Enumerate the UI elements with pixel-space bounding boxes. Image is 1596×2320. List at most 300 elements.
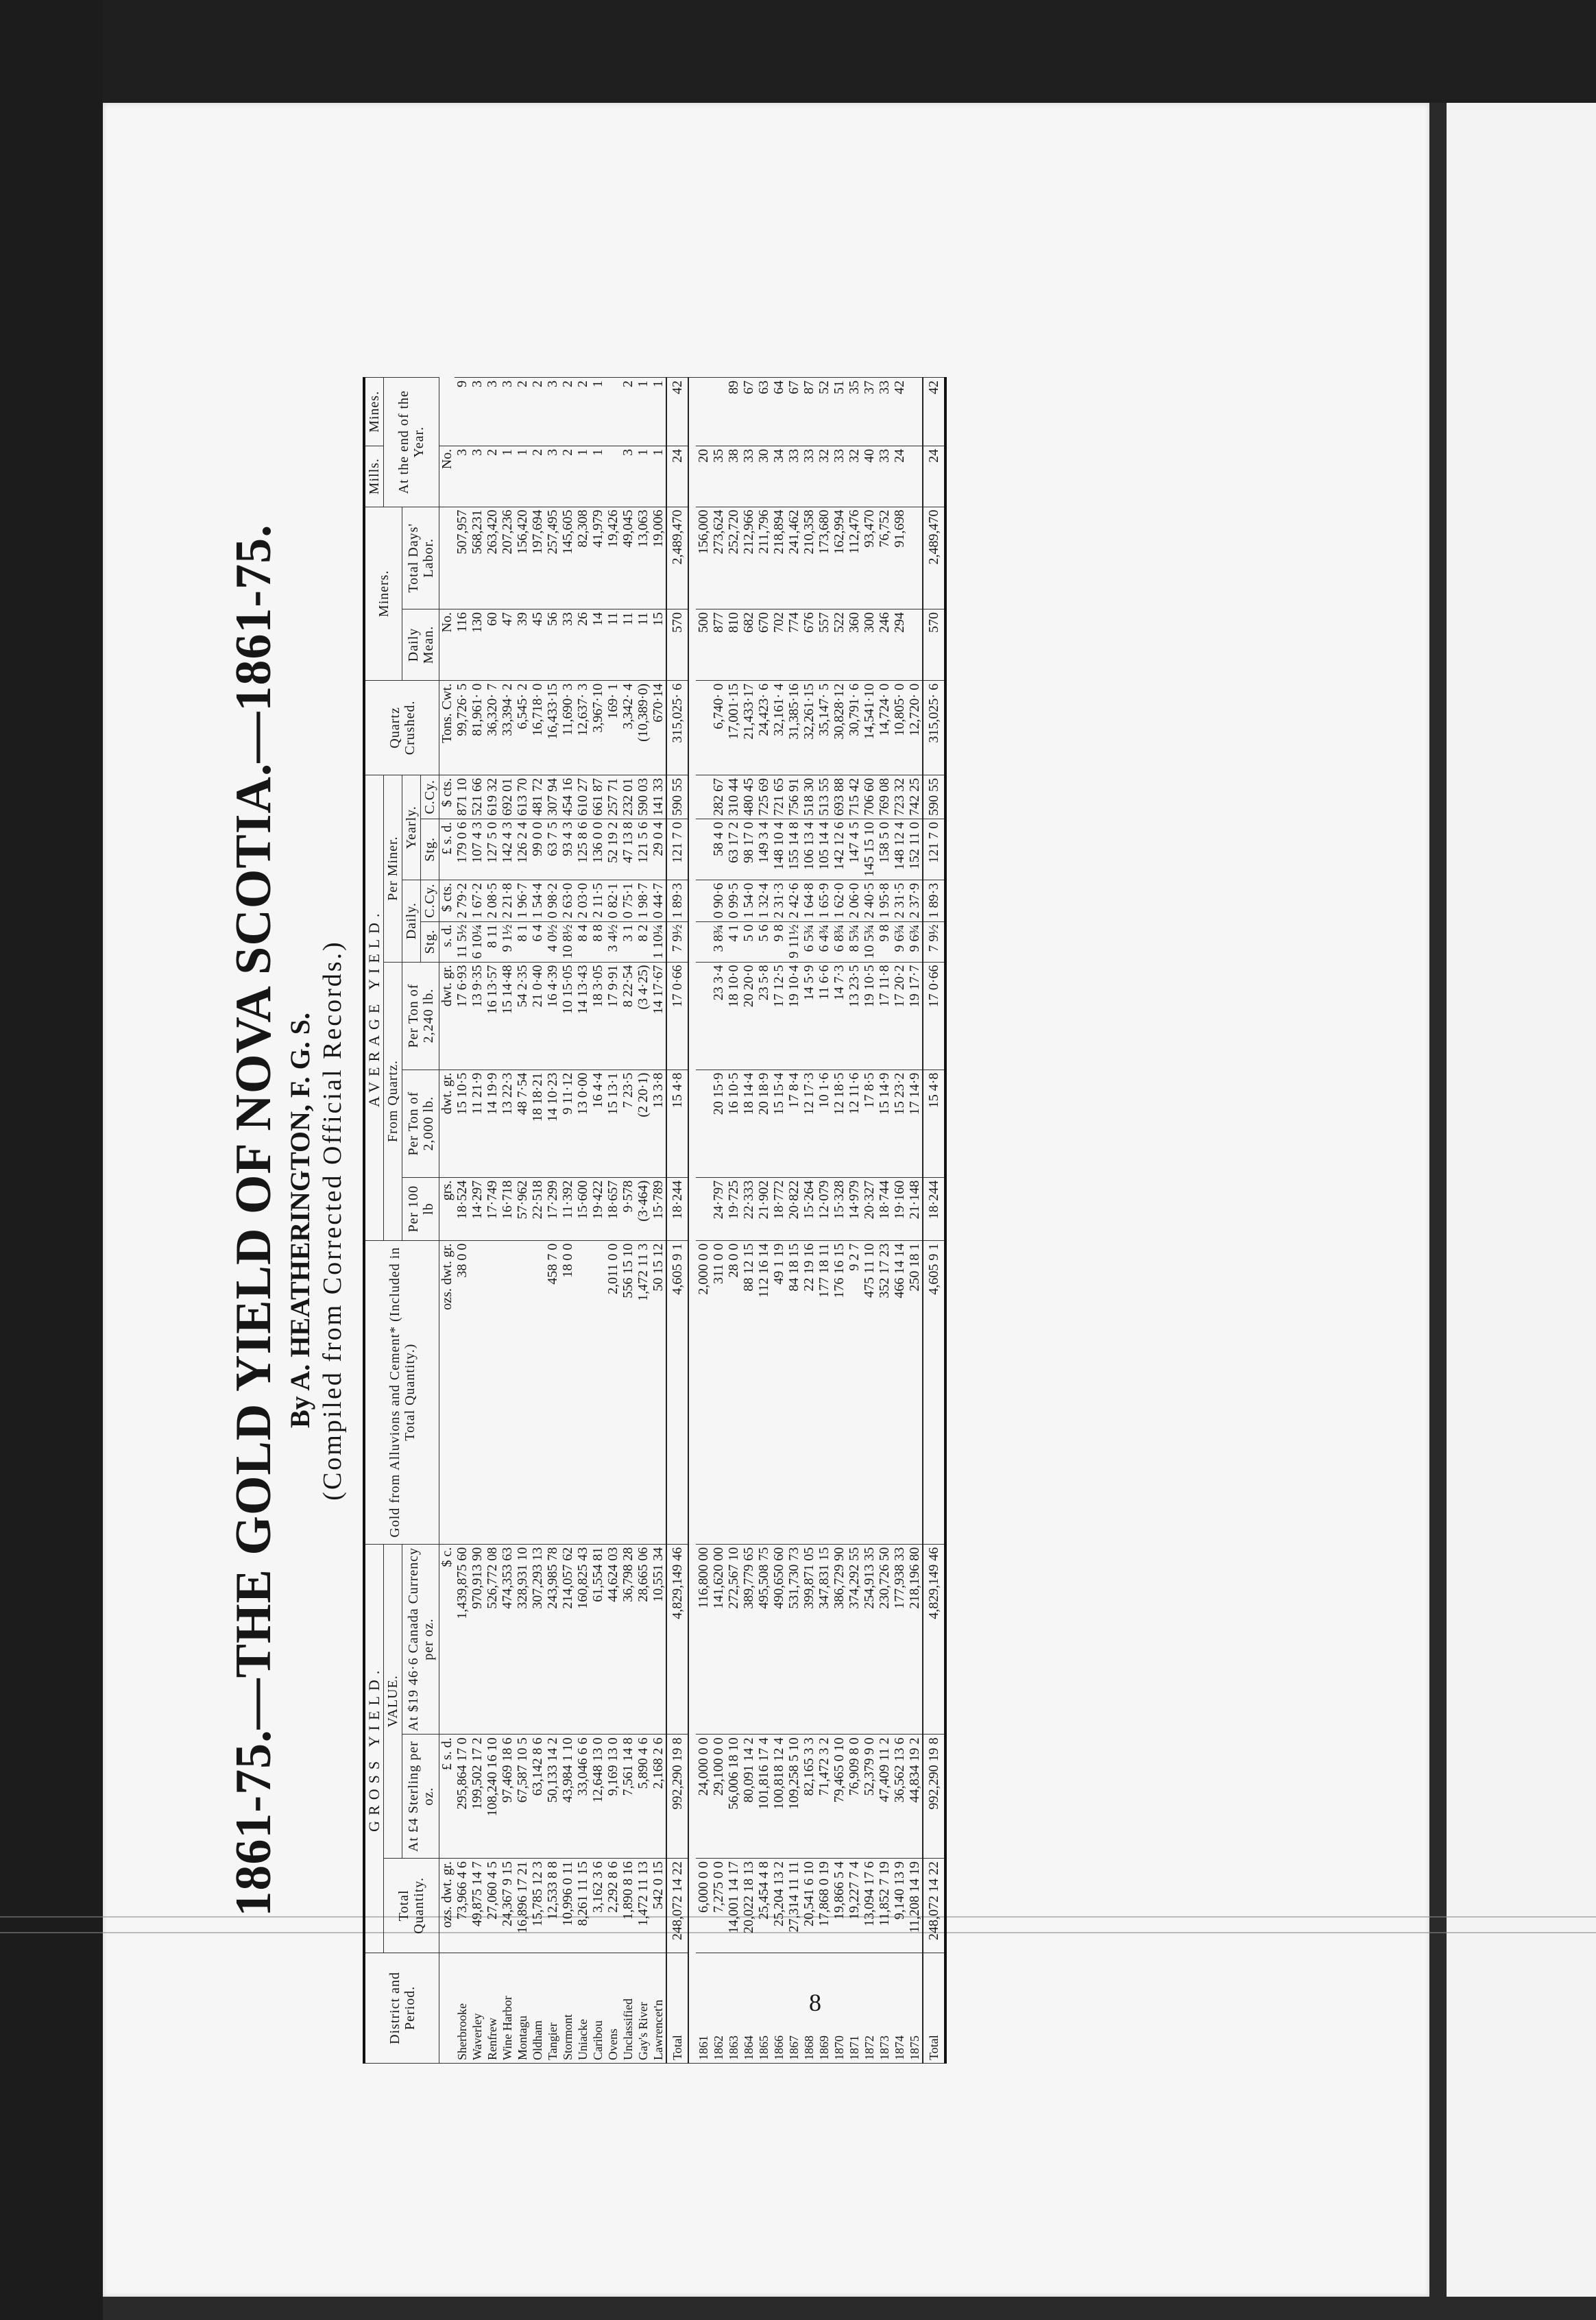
table-cell: 1 10¼ bbox=[651, 921, 666, 962]
table-cell: 248,072 14 22 bbox=[666, 1858, 688, 1953]
table-cell: 15·600 bbox=[575, 1177, 590, 1240]
table-cell: 9 2 7 bbox=[847, 1240, 862, 1544]
table-cell: 3,162 3 6 bbox=[590, 1858, 605, 1953]
table-cell: 152 11 0 bbox=[907, 819, 923, 880]
table-cell: 9,169 13 0 bbox=[605, 1735, 620, 1859]
table-cell bbox=[907, 507, 923, 609]
table-cell: 218,894 bbox=[771, 507, 786, 609]
table-cell: 8 5¾ bbox=[847, 921, 862, 962]
table-cell: 257 71 bbox=[605, 775, 620, 819]
table-cell: 8 1 bbox=[515, 921, 530, 962]
table-cell: 112 16 14 bbox=[756, 1240, 771, 1544]
table-cell: 272,567 10 bbox=[726, 1544, 741, 1735]
district-row bbox=[500, 378, 515, 2064]
table-cell: 4 1 bbox=[726, 921, 741, 962]
heading bbox=[226, 377, 348, 2064]
table-cell: 12·079 bbox=[817, 1177, 832, 1240]
table-cell: 1 bbox=[575, 446, 590, 507]
table-cell: 542 0 15 bbox=[651, 1858, 666, 1953]
table-cell: 30,791· 6 bbox=[847, 680, 862, 775]
col-mines: Mines. bbox=[364, 378, 384, 446]
table-cell: 60 bbox=[485, 609, 500, 681]
table-cell: 315,025· 6 bbox=[666, 680, 688, 775]
table-cell bbox=[696, 378, 711, 446]
table-cell: 14,724· 0 bbox=[877, 680, 892, 775]
table-cell: 49,875 14 7 bbox=[470, 1858, 485, 1953]
table-cell bbox=[696, 819, 711, 880]
table-cell: 1 64·8 bbox=[801, 880, 817, 921]
table-cell: 11 bbox=[605, 609, 620, 681]
table-cell: 0 98·2 bbox=[545, 880, 560, 921]
table-cell: 45 bbox=[530, 609, 545, 681]
table-cell: 32 bbox=[847, 446, 862, 507]
table-cell: 590 03 bbox=[636, 775, 651, 819]
row-label: 1866 bbox=[771, 1953, 786, 2063]
table-cell: 30 bbox=[756, 446, 771, 507]
row-label: Oldham bbox=[530, 1953, 545, 2063]
col-at-end-of-year: At the end of the Year. bbox=[384, 378, 439, 507]
table-cell: (10,389·0) bbox=[636, 680, 651, 775]
table-cell: 67,587 10 5 bbox=[515, 1735, 530, 1859]
table-cell: 294 bbox=[892, 609, 907, 681]
district-row bbox=[485, 378, 500, 2064]
table-cell: 590 55 bbox=[666, 775, 688, 819]
page-title: 1861-75.—THE GOLD YIELD OF NOVA SCOTIA.—1861-75. bbox=[226, 524, 282, 1917]
table-cell: 23 3·4 bbox=[711, 962, 726, 1070]
year-row bbox=[741, 378, 756, 2064]
table-cell: 33 bbox=[801, 446, 817, 507]
table-cell: Tons. Cwt. bbox=[439, 680, 455, 775]
table-cell: 706 60 bbox=[862, 775, 877, 819]
table-cell: 1 bbox=[500, 446, 515, 507]
table-cell: 0 44·7 bbox=[651, 880, 666, 921]
table-cell bbox=[500, 1240, 515, 1544]
year-row bbox=[726, 378, 741, 2064]
table-cell: 1 98·7 bbox=[636, 880, 651, 921]
table-cell: 130 bbox=[470, 609, 485, 681]
table-cell: 24,423· 6 bbox=[756, 680, 771, 775]
table-cell: 33 bbox=[832, 446, 847, 507]
table-cell: 23 5·8 bbox=[756, 962, 771, 1070]
table-cell: 11 5½ bbox=[455, 921, 470, 962]
table-cell: 374,292 55 bbox=[847, 1544, 862, 1735]
district-row bbox=[575, 378, 590, 2064]
year-row bbox=[696, 378, 711, 2064]
table-cell: 16,718· 0 bbox=[530, 680, 545, 775]
row-label: 1864 bbox=[741, 1953, 756, 2063]
table-cell: 15 4·8 bbox=[666, 1070, 688, 1177]
table-cell: 273,624 bbox=[711, 507, 726, 609]
table-cell: 2 40·5 bbox=[862, 880, 877, 921]
col-sterling: At £4 Sterling per oz. bbox=[402, 1735, 439, 1859]
table-cell: 107 4 3 bbox=[470, 819, 485, 880]
table-cell: 5 0 bbox=[741, 921, 756, 962]
table-cell: 670 bbox=[756, 609, 771, 681]
table-cell: 127 5 0 bbox=[485, 819, 500, 880]
table-cell: 399,871 05 bbox=[801, 1544, 817, 1735]
table-cell: 15 10·5 bbox=[455, 1070, 470, 1177]
table-cell: 11 bbox=[620, 609, 636, 681]
table-cell: s. d. bbox=[439, 921, 455, 962]
table-cell: 21·902 bbox=[756, 1177, 771, 1240]
table-cell: 18 3·05 bbox=[590, 962, 605, 1070]
table-cell: 64 bbox=[771, 378, 786, 446]
table-cell: 121 5 6 bbox=[636, 819, 651, 880]
table-cell: 17 8·4 bbox=[786, 1070, 801, 1177]
table-cell: 24 bbox=[923, 446, 945, 507]
table-cell: 20·822 bbox=[786, 1177, 801, 1240]
table-cell: 3 bbox=[545, 446, 560, 507]
table-cell: 3 bbox=[455, 446, 470, 507]
table-cell: 742 25 bbox=[907, 775, 923, 819]
table-cell: 6 8¾ bbox=[832, 921, 847, 962]
table-cell: 1 96·7 bbox=[515, 880, 530, 921]
district-total-row bbox=[666, 378, 688, 2064]
table-cell: 141 33 bbox=[651, 775, 666, 819]
row-label: 1873 bbox=[877, 1953, 892, 2063]
table-cell: 475 11 10 bbox=[862, 1240, 877, 1544]
table-cell bbox=[485, 1240, 500, 1544]
table-cell: 158 5 0 bbox=[877, 819, 892, 880]
table-cell: 145,605 bbox=[560, 507, 575, 609]
table-cell: 3 bbox=[470, 378, 485, 446]
scan-border-top bbox=[0, 0, 1596, 103]
group-from-quartz: From Quartz. bbox=[384, 962, 402, 1240]
table-cell: 20 20·0 bbox=[741, 962, 756, 1070]
author-line: By A. HEATHERINGTON, F. G. S. bbox=[285, 1012, 315, 1429]
table-cell: 3 bbox=[500, 378, 515, 446]
table-cell: 2 bbox=[530, 378, 545, 446]
table-cell: 3 8¾ bbox=[711, 921, 726, 962]
table-cell: 0 99·5 bbox=[726, 880, 741, 921]
table-cell: 9 1½ bbox=[500, 921, 515, 962]
table-cell: 4,829,149 46 bbox=[923, 1544, 945, 1735]
table-cell: 79,465 0 10 bbox=[832, 1735, 847, 1859]
table-cell: 513 55 bbox=[817, 775, 832, 819]
row-label: 1871 bbox=[847, 1953, 862, 2063]
table-cell: 14·297 bbox=[470, 1177, 485, 1240]
table-cell: 12,637· 3 bbox=[575, 680, 590, 775]
table-cell: 142 4 3 bbox=[500, 819, 515, 880]
table-cell bbox=[696, 921, 711, 962]
table-cell: 2 31·5 bbox=[892, 880, 907, 921]
table-cell: 44,834 19 2 bbox=[907, 1735, 923, 1859]
table-cell: 35 bbox=[711, 446, 726, 507]
table-cell: 8 4 bbox=[575, 921, 590, 962]
table-cell: 19·422 bbox=[590, 1177, 605, 1240]
table-cell: 15 4·8 bbox=[923, 1070, 945, 1177]
table-cell: 307 94 bbox=[545, 775, 560, 819]
table-cell: 197,694 bbox=[530, 507, 545, 609]
table-cell: 52,379 9 0 bbox=[862, 1735, 877, 1859]
table-cell: 56,006 18 10 bbox=[726, 1735, 741, 1859]
table-cell: 682 bbox=[741, 609, 756, 681]
table-cell: 20 18·9 bbox=[756, 1070, 771, 1177]
table-cell: 310 44 bbox=[726, 775, 741, 819]
table-cell: 50 15 12 bbox=[651, 1240, 666, 1544]
table-cell bbox=[530, 1240, 545, 1544]
table-cell: 590 55 bbox=[923, 775, 945, 819]
table-cell: 241,462 bbox=[786, 507, 801, 609]
table-cell: 87 bbox=[801, 378, 817, 446]
table-cell: 7 23·5 bbox=[620, 1070, 636, 1177]
col-daily: Daily. bbox=[402, 880, 421, 962]
table-cell: 9 11·12 bbox=[560, 1070, 575, 1177]
table-cell: 148 12 4 bbox=[892, 819, 907, 880]
table-cell: 17 14·9 bbox=[907, 1070, 923, 1177]
table-cell: 51 bbox=[832, 378, 847, 446]
table-cell: 282 67 bbox=[711, 775, 726, 819]
table-cell: 17·299 bbox=[545, 1177, 560, 1240]
table-cell: 723 32 bbox=[892, 775, 907, 819]
table-cell: 112,476 bbox=[847, 507, 862, 609]
table-cell: 10,805· 0 bbox=[892, 680, 907, 775]
table-cell: 11,852 7 19 bbox=[877, 1858, 892, 1953]
table-cell: 0 90·6 bbox=[711, 880, 726, 921]
table-cell: 19 17·7 bbox=[907, 962, 923, 1070]
table-cell: 257,495 bbox=[545, 507, 560, 609]
group-value: VALUE. bbox=[384, 1544, 402, 1858]
col-alluvions: Gold from Alluvions and Cement* (Included in Total Quantity.) bbox=[364, 1240, 439, 1544]
table-cell: 1 bbox=[590, 446, 605, 507]
table-cell: 21 0·40 bbox=[530, 962, 545, 1070]
table-cell: 10 8½ bbox=[560, 921, 575, 962]
table-cell: 1 bbox=[590, 378, 605, 446]
table-cell: 21·148 bbox=[907, 1177, 923, 1240]
row-label: 1870 bbox=[832, 1953, 847, 2063]
table-cell: 610 27 bbox=[575, 775, 590, 819]
row-label: 1862 bbox=[711, 1953, 726, 2063]
table-cell: 2 79·2 bbox=[455, 880, 470, 921]
table-cell: 14·979 bbox=[847, 1177, 862, 1240]
table-cell: 108,240 16 10 bbox=[485, 1735, 500, 1859]
table-cell bbox=[515, 1240, 530, 1544]
year-row bbox=[817, 378, 832, 2064]
table-cell: 10 1·6 bbox=[817, 1070, 832, 1177]
table-cell: 1 89·3 bbox=[666, 880, 688, 921]
table-cell: 18·744 bbox=[877, 1177, 892, 1240]
table-cell: 14 7·3 bbox=[832, 962, 847, 1070]
table-cell: 13,094 17 6 bbox=[862, 1858, 877, 1953]
table-cell: 15·789 bbox=[651, 1177, 666, 1240]
table-cell: 1 65·9 bbox=[817, 880, 832, 921]
table-cell: 14 bbox=[590, 609, 605, 681]
table-cell: 570 bbox=[666, 609, 688, 681]
year-row bbox=[862, 378, 877, 2064]
row-label: Unclassified bbox=[620, 1953, 636, 2063]
row-label: Tangier bbox=[545, 1953, 560, 2063]
table-cell: 63 bbox=[756, 378, 771, 446]
table-cell: 3,342· 4 bbox=[620, 680, 636, 775]
row-label: Uniacke bbox=[575, 1953, 590, 2063]
table-cell: 243,985 78 bbox=[545, 1544, 560, 1735]
table-cell: 82,165 3 3 bbox=[801, 1735, 817, 1859]
table-cell: 5,890 4 6 bbox=[636, 1735, 651, 1859]
table-body bbox=[439, 378, 946, 2064]
table-cell: 17 6·93 bbox=[455, 962, 470, 1070]
table-cell bbox=[605, 378, 620, 446]
row-label: 1875 bbox=[907, 1953, 923, 2063]
table-cell: 13,063 bbox=[636, 507, 651, 609]
table-cell: 1 54·4 bbox=[530, 880, 545, 921]
table-cell: 295,864 17 0 bbox=[455, 1735, 470, 1859]
table-cell: 1 bbox=[636, 446, 651, 507]
table-cell: grs. bbox=[439, 1177, 455, 1240]
table-cell: 28,665 06 bbox=[636, 1544, 651, 1735]
table-cell: 230,726 50 bbox=[877, 1544, 892, 1735]
table-cell: 16 4·4 bbox=[590, 1070, 605, 1177]
table-cell: 22·518 bbox=[530, 1177, 545, 1240]
table-cell: 702 bbox=[771, 609, 786, 681]
table-cell: 474,353 63 bbox=[500, 1544, 515, 1735]
table-cell: 17 8·5 bbox=[862, 1070, 877, 1177]
table-cell: 315,025· 6 bbox=[923, 680, 945, 775]
table-cell bbox=[575, 1240, 590, 1544]
table-cell: 26 bbox=[575, 609, 590, 681]
table-cell: 360 bbox=[847, 609, 862, 681]
table-cell: 17 9·91 bbox=[605, 962, 620, 1070]
table-cell: 10 5¾ bbox=[862, 921, 877, 962]
table-cell: 116 bbox=[455, 609, 470, 681]
table-cell: 20,022 18 13 bbox=[741, 1858, 756, 1953]
table-cell: 7,275 0 0 bbox=[711, 1858, 726, 1953]
table-cell: 17 20·2 bbox=[892, 962, 907, 1070]
table-cell: 22 19 16 bbox=[801, 1240, 817, 1544]
year-total-row bbox=[923, 378, 945, 2064]
table-cell: 15·328 bbox=[832, 1177, 847, 1240]
table-cell: 44,624 03 bbox=[605, 1544, 620, 1735]
table-cell: 81,961· 0 bbox=[470, 680, 485, 775]
row-label: 1874 bbox=[892, 1953, 907, 2063]
table-cell: 3,967·10 bbox=[590, 680, 605, 775]
table-cell: 47 bbox=[500, 609, 515, 681]
table-cell: 328,931 10 bbox=[515, 1544, 530, 1735]
table-cell: 12 18·5 bbox=[832, 1070, 847, 1177]
table-cell: 91,698 bbox=[892, 507, 907, 609]
table-cell: 9 8 bbox=[771, 921, 786, 962]
table-cell: 156,420 bbox=[515, 507, 530, 609]
table-cell: 18 18·21 bbox=[530, 1070, 545, 1177]
table-cell: 1 bbox=[636, 378, 651, 446]
table-cell: 99,726· 5 bbox=[455, 680, 470, 775]
table-cell: 661 87 bbox=[590, 775, 605, 819]
table-cell: 693 88 bbox=[832, 775, 847, 819]
table-cell: 1 bbox=[515, 446, 530, 507]
table-cell: 670·14 bbox=[651, 680, 666, 775]
row-label: 1868 bbox=[801, 1953, 817, 2063]
table-cell: 12 11·6 bbox=[847, 1070, 862, 1177]
table-cell: 18·524 bbox=[455, 1177, 470, 1240]
group-per-miner: Per Miner. bbox=[384, 775, 402, 962]
table-cell: £ s. d. bbox=[439, 819, 455, 880]
table-cell: 2 bbox=[560, 378, 575, 446]
table-cell: 36,798 28 bbox=[620, 1544, 636, 1735]
table-cell: 1 95·8 bbox=[877, 880, 892, 921]
col-yearly-ccy: C.Cy. bbox=[421, 775, 439, 819]
table-cell: ozs. dwt. gr. bbox=[439, 1240, 455, 1544]
table-cell: 14 19·9 bbox=[485, 1070, 500, 1177]
table-cell: 871 10 bbox=[455, 775, 470, 819]
district-row bbox=[605, 378, 620, 2064]
subtitle: (Compiled from Corrected Official Records.) bbox=[318, 940, 347, 1501]
table-cell: 116,800 00 bbox=[696, 1544, 711, 1735]
table-cell: 1 bbox=[651, 378, 666, 446]
table-cell: 458 7 0 bbox=[545, 1240, 560, 1544]
table-cell: 176 16 15 bbox=[832, 1240, 847, 1544]
table-cell: 2 37·9 bbox=[907, 880, 923, 921]
group-miners: Miners. bbox=[364, 507, 402, 680]
table-cell: 7 9½ bbox=[923, 921, 945, 962]
year-row bbox=[801, 378, 817, 2064]
table-cell: 2 06·0 bbox=[847, 880, 862, 921]
table-cell: 715 42 bbox=[847, 775, 862, 819]
district-row bbox=[590, 378, 605, 2064]
table-cell bbox=[696, 1070, 711, 1177]
table-cell: 557 bbox=[817, 609, 832, 681]
table-cell: ozs. dwt. gr. bbox=[439, 1858, 455, 1953]
table-cell: 71,472 3 2 bbox=[817, 1735, 832, 1859]
table-cell: 8 2 bbox=[636, 921, 651, 962]
table-cell: 6,740· 0 bbox=[711, 680, 726, 775]
table-cell: 9 8 bbox=[877, 921, 892, 962]
table-cell: 1 62·0 bbox=[832, 880, 847, 921]
spacer-cell bbox=[688, 378, 696, 2064]
table-cell: 126 2 4 bbox=[515, 819, 530, 880]
table-cell: 1 bbox=[651, 446, 666, 507]
row-label: 1872 bbox=[862, 1953, 877, 2063]
row-label: Total bbox=[923, 1953, 945, 2063]
table-cell: 36,562 13 6 bbox=[892, 1735, 907, 1859]
table-cell: 15 bbox=[651, 609, 666, 681]
table-cell: 82,308 bbox=[575, 507, 590, 609]
table-cell: 76,752 bbox=[877, 507, 892, 609]
table-cell: 50,133 14 2 bbox=[545, 1735, 560, 1859]
table-cell: 10,996 0 11 bbox=[560, 1858, 575, 1953]
table-cell: 73,966 4 6 bbox=[455, 1858, 470, 1953]
table-cell: 88 12 15 bbox=[741, 1240, 756, 1544]
table-cell: (3 4·25) bbox=[636, 962, 651, 1070]
table-cell: 992,290 19 8 bbox=[923, 1735, 945, 1859]
table-cell: 2 11·5 bbox=[590, 880, 605, 921]
table-cell: 20·327 bbox=[862, 1177, 877, 1240]
table-cell: 47,409 11 2 bbox=[877, 1735, 892, 1859]
table-cell: 521 66 bbox=[470, 775, 485, 819]
table-cell: 207,236 bbox=[500, 507, 515, 609]
table-cell bbox=[907, 378, 923, 446]
table-cell: 160,825 43 bbox=[575, 1544, 590, 1735]
table-cell: 481 72 bbox=[530, 775, 545, 819]
district-row bbox=[620, 378, 636, 2064]
table-cell: 17 0·66 bbox=[923, 962, 945, 1070]
table-cell: 9 6¾ bbox=[892, 921, 907, 962]
table-cell: 109,258 5 10 bbox=[786, 1735, 801, 1859]
table-cell: 15 14·48 bbox=[500, 962, 515, 1070]
table-cell: 14 13·43 bbox=[575, 962, 590, 1070]
table-cell: 19,006 bbox=[651, 507, 666, 609]
table-cell: 16 13·57 bbox=[485, 962, 500, 1070]
table-cell: 10 15·05 bbox=[560, 962, 575, 1070]
district-row bbox=[455, 378, 470, 2064]
table-cell: 2 bbox=[485, 446, 500, 507]
table-cell: 155 14 8 bbox=[786, 819, 801, 880]
table-cell: 2,489,470 bbox=[923, 507, 945, 609]
table-cell: 14 10·23 bbox=[545, 1070, 560, 1177]
table-cell: 27,060 4 5 bbox=[485, 1858, 500, 1953]
table-cell: 1,439,875 60 bbox=[455, 1544, 470, 1735]
table-cell: 11 21·9 bbox=[470, 1070, 485, 1177]
year-row bbox=[756, 378, 771, 2064]
table-header bbox=[364, 378, 439, 2064]
